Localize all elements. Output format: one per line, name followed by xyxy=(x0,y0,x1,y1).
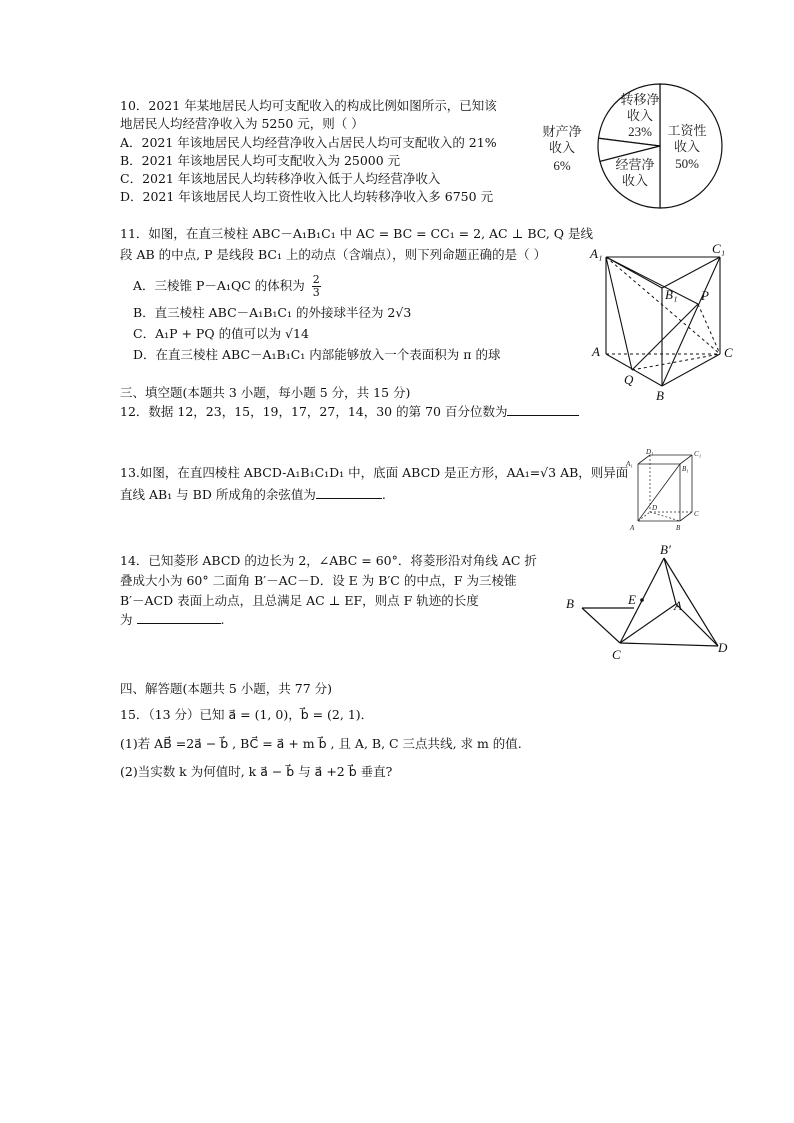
q13-answer-blank xyxy=(316,486,382,499)
pie-label-transfer-2: 收入 xyxy=(626,108,654,123)
fraction-denominator: 3 xyxy=(312,286,320,299)
label-B1: B₁ xyxy=(665,287,678,302)
label-A1: A₁ xyxy=(626,460,633,468)
q14-line3: B′－ACD 表面上动点，且总满足 AC ⊥ EF，则点 F 轨迹的长度 xyxy=(120,593,479,608)
q11-option-a xyxy=(133,274,321,299)
q11-option-b: B．直三棱柱 ABC－A₁B₁C₁ 的外接球半径为 2√3 xyxy=(133,305,412,320)
label-C: C xyxy=(694,510,699,518)
pie-label-wage-pct: 50% xyxy=(675,156,699,171)
cuboid-figure xyxy=(624,448,708,532)
label-C1: C₁ xyxy=(694,450,702,458)
label-A: A xyxy=(630,524,635,532)
label-A: A xyxy=(592,344,600,359)
q14-line1: 14．已知菱形 ABCD 的边长为 2，∠ABC = 60°．将菱形沿对角线 AC 折 xyxy=(120,553,537,568)
label-D1: D₁ xyxy=(646,448,654,456)
pie-label-property-2: 收入 xyxy=(548,140,576,155)
pie-label-transfer-1: 转移净 xyxy=(620,92,660,107)
prism-figure xyxy=(586,240,736,405)
point-E xyxy=(640,598,644,602)
q13-line2-text: 直线 AB₁ 与 BD 所成角的余弦值为 xyxy=(120,487,316,502)
q13-line2-end: . xyxy=(381,487,386,502)
pie-label-property-pct: 6% xyxy=(553,158,571,173)
q10-line1: 10．2021 年某地居民人均可支配收入的构成比例如图所示，已知该 xyxy=(120,98,497,113)
label-C: C xyxy=(612,647,621,662)
pie-label-transfer-pct: 23% xyxy=(628,124,652,139)
label-B: B xyxy=(676,524,681,532)
pie-label-business-1: 经营净 xyxy=(615,157,655,172)
label-E: E xyxy=(628,592,636,607)
q11-option-c: C．A₁P + PQ 的值可以为 √14 xyxy=(133,326,309,341)
pie-label-property-1: 财产净 xyxy=(542,124,582,139)
q11-line2: 段 AB 的中点, P 是线段 BC₁ 上的动点（含端点），则下列命题正确的是（ ） xyxy=(120,247,547,262)
q14-line4-text: 为 xyxy=(120,612,133,627)
q12 xyxy=(120,403,579,420)
label-D: D xyxy=(718,640,728,655)
q13-line2 xyxy=(120,486,386,503)
q10-line2: 地居民人均经营净收入为 5250 元，则（ ） xyxy=(120,116,364,131)
q14-line4-end: . xyxy=(220,612,225,627)
fraction-numerator: 2 xyxy=(312,273,320,286)
q14-answer-blank xyxy=(137,611,221,624)
q11-option-a-text: A．三棱锥 P－A₁QC 的体积为 xyxy=(133,278,305,293)
q12-text: 12．数据 12，23，15，19，17，27，14，30 的第 70 百分位数为 xyxy=(120,404,508,419)
label-D: D xyxy=(652,504,658,512)
label-B: B xyxy=(566,596,574,611)
section-3-heading: 三、填空题(本题共 3 小题，每小题 5 分，共 15 分) xyxy=(120,385,411,400)
section-4-heading: 四、解答题(本题共 5 小题，共 77 分) xyxy=(120,681,333,696)
pie-label-business-2: 收入 xyxy=(621,173,649,188)
label-P: P xyxy=(701,288,709,303)
income-pie-chart xyxy=(530,78,746,218)
label-B1: B₁ xyxy=(682,465,689,473)
pie-label-wage-2: 收入 xyxy=(673,139,701,154)
label-A1: A₁ xyxy=(590,246,603,261)
label-C: C xyxy=(724,345,733,360)
q13-line1: 13.如图，在直四棱柱 ABCD-A₁B₁C₁D₁ 中，底面 ABCD 是正方形，AA₁=√3 AB，则异面 xyxy=(120,465,629,480)
q11-line1: 11．如图，在直三棱柱 ABC－A₁B₁C₁ 中 AC = BC = CC₁ = 2, AC ⊥ BC, Q 是线 xyxy=(120,226,594,241)
label-Q: Q xyxy=(624,372,634,387)
label-B: B xyxy=(656,388,664,403)
q10-option-b: B．2021 年该地居民人均可支配收入为 25000 元 xyxy=(120,153,401,168)
q10-option-c: C．2021 年该地居民人均转移净收入低于人均经营净收入 xyxy=(120,171,441,186)
fraction xyxy=(312,274,321,299)
q12-answer-blank xyxy=(507,403,579,416)
q15-line1: 15．（13 分）已知 a⃗ = (1, 0)，b⃗ = (2, 1)． xyxy=(120,707,374,722)
q14-line4 xyxy=(120,611,224,628)
q10-option-d: D．2021 年该地居民人均工资性收入比人均转移净收入多 6750 元 xyxy=(120,189,494,204)
label-C1: C₁ xyxy=(712,241,726,256)
q15-part2: (2)当实数 k 为何值时, k a⃗ − b⃗ 与 a⃗ +2 b⃗ 垂直? xyxy=(120,764,393,779)
label-B-prime: B′ xyxy=(660,542,671,557)
q10-option-a: A．2021 年该地居民人均经营净收入占居民人均可支配收入的 21% xyxy=(120,135,497,150)
folded-rhombus-figure xyxy=(562,540,742,665)
pie-label-wage-1: 工资性 xyxy=(667,123,707,138)
label-A: A xyxy=(674,598,682,613)
q15-part1: (1)若 AB⃗ =2a⃗ − b⃗ , BC⃗ = a⃗ + m b⃗ , 且 A, B, C 三点共线, 求 m 的值. xyxy=(120,736,522,751)
q11-option-d: D．在直三棱柱 ABC－A₁B₁C₁ 内部能够放入一个表面积为 π 的球 xyxy=(133,347,501,362)
q14-line2: 叠成大小为 60° 二面角 B′－AC－D．设 E 为 B′C 的中点，F 为三棱锥 xyxy=(120,573,517,588)
